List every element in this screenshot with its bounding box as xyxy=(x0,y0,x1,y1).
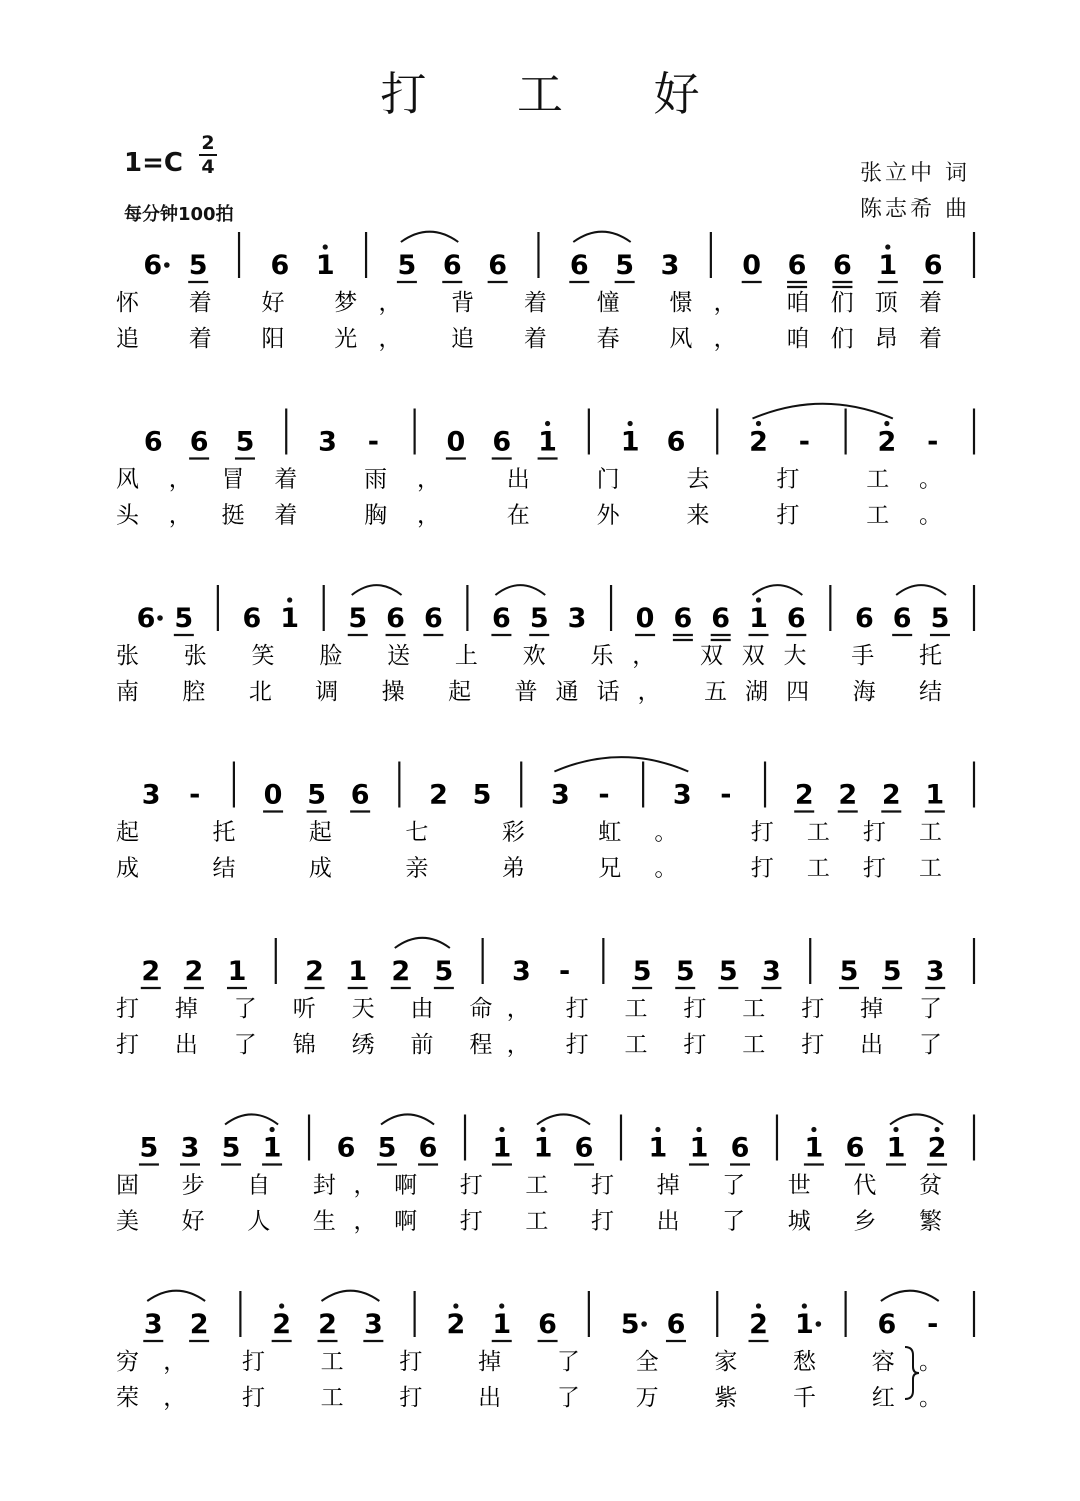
note: 2 xyxy=(877,426,897,458)
note-dash: - xyxy=(927,1309,939,1340)
note: 6 xyxy=(666,426,686,458)
slur xyxy=(381,1114,434,1124)
octave-dot xyxy=(499,1127,504,1132)
slur xyxy=(890,1114,943,1124)
octave-dot xyxy=(628,421,633,426)
meter-bottom: 4 xyxy=(201,156,215,178)
note: 0 xyxy=(263,779,283,811)
note: 6 xyxy=(574,1132,594,1164)
note: 6 xyxy=(242,603,262,634)
note: 3 xyxy=(512,956,531,987)
note: 5 xyxy=(632,956,652,987)
note: 6 xyxy=(143,250,163,281)
note: 5 xyxy=(235,426,255,458)
octave-dot xyxy=(499,1303,504,1308)
octave-dot xyxy=(655,1127,660,1132)
lyric-verse2: 打 出 了 锦 绣 前 程， 打 工 打 工 打 出 了 xyxy=(116,1032,942,1058)
octave-dot xyxy=(323,244,328,249)
note: 1 xyxy=(348,956,368,987)
note: 1 xyxy=(749,603,768,634)
note: 3 xyxy=(762,956,781,987)
note: 2 xyxy=(189,1309,209,1340)
lyric-verse1: 张 张 笑 脸 送 上 欢 乐， 双双大 手 托 xyxy=(116,643,943,669)
meter-top: 2 xyxy=(201,132,215,154)
note: 0 xyxy=(446,426,466,458)
octave-dot xyxy=(884,421,889,426)
note: 3 xyxy=(141,779,161,811)
note: 3 xyxy=(672,779,692,811)
note: 1 xyxy=(492,1309,512,1340)
note: 1 xyxy=(925,779,945,811)
note: 6 xyxy=(492,426,512,458)
slur xyxy=(225,1114,278,1124)
slur xyxy=(147,1291,205,1301)
note: 5 xyxy=(615,250,635,281)
note: 2 xyxy=(429,779,448,811)
note-dash: - xyxy=(598,779,610,811)
note: 1 xyxy=(227,956,247,987)
note: 6 xyxy=(673,603,693,634)
slur xyxy=(753,585,803,595)
octave-dot xyxy=(893,1127,898,1132)
note: 5 xyxy=(348,603,368,634)
note: 5 xyxy=(307,779,327,811)
note: 6 xyxy=(845,1132,865,1164)
note: 5 xyxy=(221,1132,241,1164)
octave-dot xyxy=(269,1127,274,1132)
note: 6 xyxy=(923,250,943,281)
slur xyxy=(322,1291,380,1301)
note: 6 xyxy=(666,1309,686,1340)
note: 5 xyxy=(675,956,695,987)
note-dash: - xyxy=(189,779,201,811)
octave-dot xyxy=(696,1127,701,1132)
note: 2 xyxy=(838,779,858,811)
slur xyxy=(896,585,946,595)
note: 2 xyxy=(305,956,324,987)
note: 2 xyxy=(391,956,411,987)
note: 0 xyxy=(635,603,655,634)
slur xyxy=(881,1291,939,1301)
note: 6 xyxy=(136,603,156,634)
note: 5 xyxy=(882,956,902,987)
note: 2 xyxy=(881,779,901,811)
note: 6 xyxy=(833,250,852,281)
note: 6 xyxy=(189,426,209,458)
note: 6 xyxy=(786,603,806,634)
note: 1 xyxy=(620,426,640,458)
note: 1 xyxy=(262,1132,282,1164)
lyric-verse1: 穷， 打 工 打 掉 了 全 家 愁 容。 xyxy=(116,1349,943,1375)
note: 5 xyxy=(139,1132,159,1164)
note: 6 xyxy=(488,250,508,281)
note: 6 xyxy=(350,779,370,811)
note: 2 xyxy=(184,956,204,987)
octave-dot xyxy=(885,244,890,249)
note: 5 xyxy=(472,779,492,811)
note: 1 xyxy=(538,426,557,458)
note: 6 xyxy=(730,1132,750,1164)
note: 3 xyxy=(180,1132,200,1164)
note: 5 xyxy=(434,956,454,987)
lyric-verse2: 荣， 打 工 打 出 了 万 紫 千 红。 xyxy=(116,1385,943,1411)
note-dash: - xyxy=(367,426,379,458)
note: 6 xyxy=(569,250,589,281)
slur xyxy=(495,585,545,595)
lyric-verse1: 起 托 起 七 彩 虹。 打工打工 xyxy=(116,819,942,846)
lyric-verse1: 风，冒着 雨， 出 门 去 打 工。 xyxy=(116,466,943,493)
lyric-verse1: 打 掉 了 听 天 由 命， 打 工 打 工 打 掉 了 xyxy=(116,996,942,1022)
note: 1 xyxy=(886,1132,906,1164)
note: 5 xyxy=(188,250,208,281)
lyric-verse2: 美 好 人 生，啊 打 工 打 出 了 城 乡 繁 xyxy=(116,1208,942,1235)
note: 6 xyxy=(442,250,462,281)
note: 2 xyxy=(141,956,161,987)
note-dash: - xyxy=(798,426,810,458)
note: 2 xyxy=(272,1309,292,1340)
note: 1 xyxy=(648,1132,668,1164)
octave-dot xyxy=(287,597,292,602)
slur xyxy=(401,232,458,242)
note-dash: - xyxy=(720,779,732,811)
note: 5 xyxy=(174,603,194,634)
note: 6 xyxy=(423,603,443,634)
lyric-verse2: 成 结 成 亲 弟 兄。 打工打工 xyxy=(116,855,942,882)
tempo-marking: 每分钟100拍 xyxy=(124,204,234,225)
note: 6 xyxy=(418,1132,438,1164)
note: 3 xyxy=(363,1309,383,1340)
note-dash: - xyxy=(558,956,571,987)
augmentation-dot xyxy=(157,615,163,621)
note: 3 xyxy=(143,1309,163,1340)
note: 5 xyxy=(377,1132,397,1164)
note: 2 xyxy=(318,1309,337,1340)
note-dash: - xyxy=(927,426,939,458)
note: 1 xyxy=(315,250,335,281)
note: 3 xyxy=(567,603,587,634)
note: 1 xyxy=(533,1132,553,1164)
note: 1 xyxy=(689,1132,709,1164)
note: 6 xyxy=(336,1132,356,1164)
note: 2 xyxy=(927,1132,947,1164)
octave-dot xyxy=(545,421,550,426)
note: 6 xyxy=(386,603,405,634)
octave-dot xyxy=(756,1303,761,1308)
note: 3 xyxy=(660,250,680,281)
augmentation-dot xyxy=(816,1321,822,1327)
note: 1 xyxy=(492,1132,512,1164)
song-title: 打 工 好 xyxy=(380,67,738,121)
lyric-verse1: 固 步 自 封，啊 打 工 打 掉 了 世 代 贫 xyxy=(116,1172,942,1199)
note: 6 xyxy=(143,426,163,458)
octave-dot xyxy=(453,1303,458,1308)
note: 3 xyxy=(925,956,945,987)
note: 3 xyxy=(318,426,337,458)
augmentation-dot xyxy=(641,1321,647,1327)
note: 1 xyxy=(804,1132,824,1164)
note: 6 xyxy=(270,250,290,281)
note: 2 xyxy=(749,1309,768,1340)
note: 5 xyxy=(620,1309,640,1340)
slur xyxy=(395,938,450,948)
lyricist-credit: 张立中 词 xyxy=(860,161,970,186)
augmentation-dot xyxy=(164,262,170,268)
note: 6 xyxy=(854,603,874,634)
note: 1 xyxy=(794,1309,814,1340)
octave-dot xyxy=(934,1127,939,1132)
note: 3 xyxy=(551,779,570,811)
octave-dot xyxy=(279,1303,284,1308)
slur xyxy=(753,404,893,419)
lyric-verse2: 头，挺着 胸， 在 外 来 打 工。 xyxy=(116,502,943,529)
octave-dot xyxy=(811,1127,816,1132)
key-signature: 1=C xyxy=(124,148,183,178)
octave-dot xyxy=(756,597,761,602)
octave-dot xyxy=(540,1127,545,1132)
note: 5 xyxy=(718,956,738,987)
lyric-verse1: 怀 着 好 梦， 背 着 憧 憬， 咱们顶着 xyxy=(116,290,942,316)
note: 6 xyxy=(711,603,731,634)
slur xyxy=(573,232,630,242)
note: 6 xyxy=(892,603,912,634)
note: 5 xyxy=(529,603,549,634)
note: 5 xyxy=(930,603,950,634)
note: 5 xyxy=(839,956,859,987)
note: 6 xyxy=(877,1309,897,1340)
verse-brace xyxy=(905,1347,919,1399)
note: 2 xyxy=(749,426,768,458)
lyric-verse2: 南 腔 北 调 操 起 普通话， 五湖四 海 结 xyxy=(116,679,943,705)
note: 6 xyxy=(538,1309,557,1340)
octave-dot xyxy=(756,421,761,426)
note: 6 xyxy=(787,250,807,281)
note: 0 xyxy=(742,250,762,281)
slur xyxy=(554,757,688,771)
slur xyxy=(352,585,402,595)
note: 1 xyxy=(878,250,898,281)
note: 2 xyxy=(446,1309,466,1340)
composer-credit: 陈志希 曲 xyxy=(860,197,970,222)
note: 5 xyxy=(397,250,417,281)
lyric-verse2: 追 着 阳 光， 追 着 春 风， 咱们昂着 xyxy=(116,326,942,352)
slur xyxy=(537,1114,590,1124)
note: 6 xyxy=(492,603,511,634)
note: 1 xyxy=(280,603,300,634)
note: 2 xyxy=(794,779,814,811)
octave-dot xyxy=(802,1303,807,1308)
